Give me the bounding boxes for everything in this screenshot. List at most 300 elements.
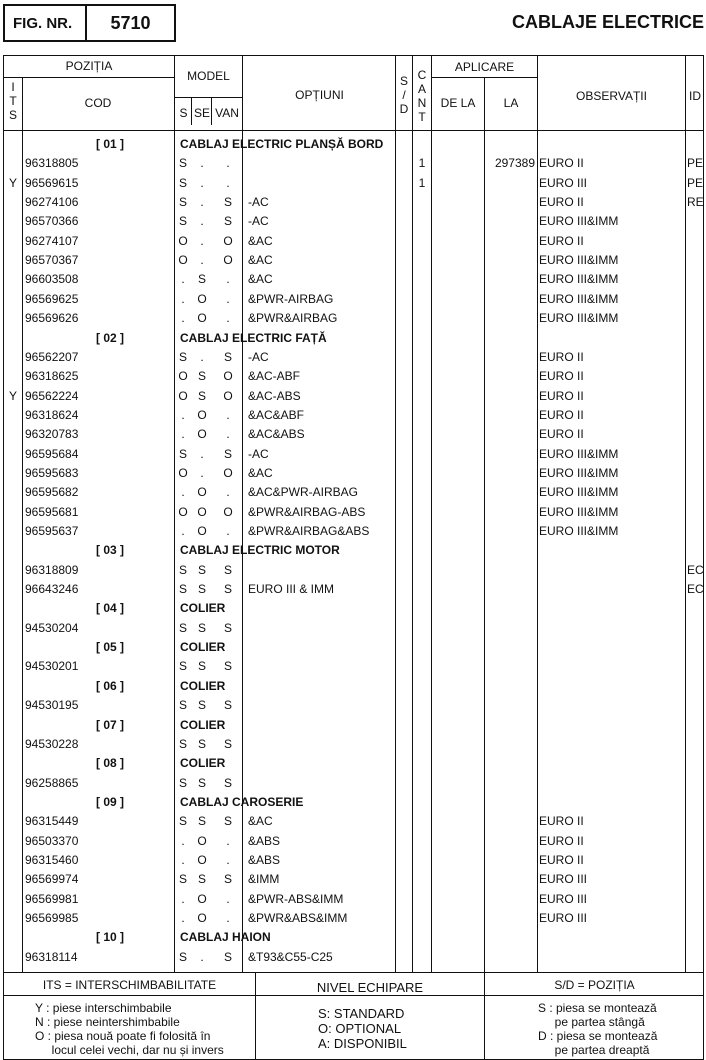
- optiuni-cell: [248, 735, 394, 754]
- model-se-cell: S: [197, 369, 206, 384]
- nivel-legend-line-2: O: OPTIONAL: [318, 1021, 402, 1036]
- id-cell: [687, 425, 705, 444]
- la-cell: [485, 561, 535, 580]
- its-cell: Y: [8, 175, 17, 190]
- id-cell: [687, 387, 705, 406]
- cant-cell: [413, 483, 431, 502]
- la-cell: [485, 464, 535, 483]
- observatii-cell: [539, 948, 684, 967]
- cod-cell: 96595684: [25, 446, 79, 461]
- optiuni-cell: &PWR-ABS&IMM: [248, 891, 344, 906]
- cod-cell: 96315449: [25, 814, 79, 829]
- table-row: [0, 251, 706, 270]
- la-cell: [485, 251, 535, 270]
- section-number: [ 09 ]: [95, 794, 124, 809]
- header-model-van: VAN: [215, 106, 239, 120]
- model-se-cell: .: [200, 175, 204, 190]
- section-header-row: [0, 638, 706, 657]
- table-row: [0, 464, 706, 483]
- observatii-cell: EURO III&IMM: [539, 214, 619, 229]
- id-cell: [687, 483, 705, 502]
- cod-cell: 94530195: [25, 698, 79, 713]
- id-cell: [687, 909, 705, 928]
- cant-cell: [413, 464, 431, 483]
- id-cell: [687, 870, 705, 889]
- la-cell: [485, 503, 535, 522]
- sd-legend-title: S/D = POZIȚIA: [554, 978, 635, 992]
- sd-legend-line-4: pe partea dreaptă: [538, 1043, 650, 1057]
- id-cell: [687, 270, 705, 289]
- cant-cell: [413, 870, 431, 889]
- cant-cell: [413, 290, 431, 309]
- model-s-cell: S: [178, 620, 187, 635]
- model-van-cell: S: [223, 736, 232, 751]
- model-van-cell: .: [226, 524, 230, 538]
- la-cell: 297389: [494, 156, 535, 171]
- section-title: CABLAJ ELECTRIC MOTOR: [180, 543, 340, 558]
- optiuni-cell: &PWR&AIRBAG&ABS: [248, 524, 370, 538]
- table-row: [0, 657, 706, 676]
- header-its-s: S: [8, 108, 17, 122]
- model-s-cell: S: [178, 814, 187, 829]
- table-row: [0, 522, 706, 541]
- table-row: [0, 580, 706, 599]
- its-cell: [4, 193, 22, 212]
- cant-cell: [413, 851, 431, 870]
- optiuni-cell: [248, 154, 394, 173]
- cant-cell: [413, 212, 431, 231]
- model-van-cell: .: [226, 272, 230, 287]
- observatii-cell: EURO II: [539, 814, 584, 829]
- optiuni-cell: &AC: [248, 465, 273, 480]
- la-cell: [485, 445, 535, 464]
- cant-cell: [413, 890, 431, 909]
- observatii-cell: EURO III&IMM: [539, 446, 619, 461]
- table-row: [0, 909, 706, 928]
- observatii-cell: EURO II: [539, 407, 584, 422]
- model-s-cell: .: [181, 524, 185, 538]
- model-s-cell: .: [181, 911, 185, 925]
- la-cell: [485, 406, 535, 425]
- la-cell: [485, 580, 535, 599]
- model-se-cell: O: [197, 524, 207, 538]
- model-s-cell: S: [178, 698, 187, 713]
- optiuni-cell: &AC: [248, 253, 273, 268]
- model-s-cell: .: [181, 291, 185, 306]
- model-se-cell: .: [200, 446, 204, 461]
- observatii-cell: EURO II: [539, 233, 584, 248]
- model-underline: [175, 97, 242, 98]
- id-cell: [687, 774, 705, 793]
- cod-cell: 96643246: [25, 582, 79, 597]
- model-van-cell: .: [226, 911, 230, 925]
- header-de-la: DE LA: [440, 96, 476, 110]
- id-cell: [687, 812, 705, 831]
- model-van-cell: S: [223, 698, 232, 713]
- model-s-cell: S: [178, 659, 187, 674]
- its-cell: [4, 348, 22, 367]
- id-cell: [687, 445, 705, 464]
- table-row: [0, 193, 706, 212]
- optiuni-cell: &AC: [248, 233, 273, 248]
- table-row: [0, 890, 706, 909]
- section-title: COLIER: [180, 640, 226, 655]
- id-cell: EC: [687, 562, 704, 577]
- cant-cell: [413, 832, 431, 851]
- aplicare-underline: [432, 77, 537, 78]
- la-cell: [485, 619, 535, 638]
- cant-cell: [413, 580, 431, 599]
- its-cell: [4, 406, 22, 425]
- its-cell: [4, 580, 22, 599]
- observatii-cell: [539, 696, 684, 715]
- observatii-cell: [539, 580, 684, 599]
- model-van-cell: .: [226, 407, 230, 422]
- id-cell: [687, 851, 705, 870]
- observatii-cell: [539, 657, 684, 676]
- cant-cell: [413, 193, 431, 212]
- cant-cell: [413, 561, 431, 580]
- id-cell: PE: [687, 156, 704, 171]
- la-cell: [485, 193, 535, 212]
- model-van-cell: O: [223, 388, 233, 403]
- cod-cell: 96503370: [25, 833, 79, 848]
- table-row: [0, 290, 706, 309]
- optiuni-cell: &ABS: [248, 852, 281, 867]
- header-its-t: T: [9, 94, 17, 108]
- model-s-cell: S: [178, 949, 187, 964]
- model-se-cell: .: [200, 156, 204, 171]
- its-cell: [4, 812, 22, 831]
- table-row: [0, 948, 706, 967]
- model-van-cell: O: [223, 465, 233, 480]
- observatii-cell: EURO III&IMM: [539, 524, 619, 538]
- model-s-cell: S: [178, 872, 187, 887]
- observatii-cell: [539, 619, 684, 638]
- its-cell: [4, 696, 22, 715]
- model-s-cell: .: [181, 427, 185, 442]
- section-header-row: [0, 135, 706, 154]
- cant-cell: [413, 774, 431, 793]
- optiuni-cell: -AC: [248, 195, 269, 210]
- section-title: COLIER: [180, 678, 226, 693]
- optiuni-cell: &PWR&ABS&IMM: [248, 911, 348, 925]
- table-row: [0, 232, 706, 251]
- section-title: COLIER: [180, 601, 226, 616]
- header-sd-slash: /: [402, 88, 406, 102]
- legend-title-rule: [4, 995, 703, 996]
- model-van-cell: S: [223, 775, 232, 790]
- cod-cell: 96258865: [25, 775, 79, 790]
- model-se-cell: S: [197, 388, 206, 403]
- header-observatii: OBSERVAȚII: [576, 89, 647, 103]
- cant-cell: [413, 309, 431, 328]
- cod-cell: 94530204: [25, 620, 79, 635]
- model-van-cell: S: [223, 872, 232, 887]
- table-row: [0, 851, 706, 870]
- cod-cell: 96595682: [25, 485, 79, 500]
- model-van-cell: O: [223, 504, 233, 519]
- model-se-cell: O: [197, 407, 207, 422]
- section-number: [ 07 ]: [95, 717, 124, 732]
- cod-cell: 96274106: [25, 195, 79, 210]
- cant-cell: [413, 251, 431, 270]
- id-cell: [687, 503, 705, 522]
- cod-cell: 96569985: [25, 911, 79, 925]
- optiuni-cell: &IMM: [248, 872, 280, 887]
- model-van-cell: S: [223, 949, 232, 964]
- model-s-cell: S: [178, 156, 187, 171]
- model-se-cell: S: [197, 659, 206, 674]
- id-cell: [687, 464, 705, 483]
- header-cant-t: T: [418, 110, 426, 124]
- header-model: MODEL: [187, 69, 230, 83]
- model-s-cell: S: [178, 562, 187, 577]
- cant-cell: [413, 406, 431, 425]
- model-se-cell: O: [197, 311, 207, 326]
- cant-cell: [413, 657, 431, 676]
- section-number: [ 08 ]: [95, 756, 124, 771]
- cod-cell: 96318625: [25, 369, 79, 384]
- cant-cell: [413, 425, 431, 444]
- header-aplicare: APLICARE: [454, 60, 515, 74]
- its-cell: [4, 251, 22, 270]
- model-s-cell: .: [181, 407, 185, 422]
- section-header-row: [0, 793, 706, 812]
- table-row: [0, 483, 706, 502]
- model-s-cell: O: [178, 388, 188, 403]
- cant-cell: [413, 445, 431, 464]
- cod-cell: 96318624: [25, 407, 79, 422]
- model-se-cell: S: [197, 272, 206, 287]
- pozitia-underline: [4, 77, 174, 78]
- model-van-cell: S: [223, 349, 232, 364]
- its-legend-title: ITS = INTERSCHIMBABILITATE: [42, 978, 217, 992]
- la-cell: [485, 948, 535, 967]
- model-s-cell: S: [178, 582, 187, 597]
- section-header-row: [0, 716, 706, 735]
- model-s-cell: .: [181, 311, 185, 326]
- cod-cell: 96569981: [25, 891, 79, 906]
- optiuni-cell: &AC&ABF: [248, 407, 305, 422]
- la-cell: [485, 870, 535, 889]
- section-header-row: [0, 928, 706, 947]
- optiuni-cell: &PWR&AIRBAG-ABS: [248, 504, 366, 519]
- its-cell: [4, 154, 22, 173]
- optiuni-cell: &PWR&AIRBAG: [248, 311, 338, 326]
- its-cell: [4, 851, 22, 870]
- la-cell: [485, 774, 535, 793]
- its-cell: [4, 832, 22, 851]
- model-van-cell: S: [223, 659, 232, 674]
- header-model-s: S: [179, 106, 188, 120]
- la-cell: [485, 174, 535, 193]
- id-cell: [687, 406, 705, 425]
- cod-cell: 96318114: [25, 949, 78, 964]
- la-cell: [485, 851, 535, 870]
- optiuni-cell: [248, 561, 394, 580]
- cod-cell: 96320783: [25, 427, 79, 442]
- id-cell: [687, 212, 705, 231]
- model-s-cell: S: [178, 195, 187, 210]
- page-title: CABLAJE ELECTRICE: [511, 12, 704, 32]
- its-legend-line-1: Y : piese interschimbabile: [35, 1001, 172, 1015]
- header-optiuni: OPȚIUNI: [295, 88, 344, 102]
- model-van-cell: O: [223, 253, 233, 268]
- cod-cell: 96318809: [25, 562, 79, 577]
- table-row: [0, 735, 706, 754]
- id-cell: [687, 251, 705, 270]
- la-cell: [485, 232, 535, 251]
- model-se-cell: .: [200, 349, 204, 364]
- section-number: [ 01 ]: [95, 137, 124, 151]
- section-header-row: [0, 599, 706, 618]
- observatii-cell: EURO III&IMM: [539, 253, 619, 268]
- observatii-cell: EURO II: [539, 195, 584, 210]
- model-se-cell: .: [200, 195, 204, 210]
- id-cell: PE: [687, 175, 704, 190]
- table-bottom-rule: [4, 972, 703, 973]
- nivel-legend-title: NIVEL ECHIPARE: [316, 980, 424, 995]
- observatii-cell: EURO II: [539, 156, 584, 171]
- la-cell: [485, 387, 535, 406]
- cod-cell: 96569974: [25, 872, 79, 887]
- model-se-cell: S: [197, 620, 206, 635]
- observatii-cell: [539, 735, 684, 754]
- id-cell: [687, 619, 705, 638]
- section-number: [ 10 ]: [95, 930, 124, 945]
- table-row: [0, 561, 706, 580]
- nivel-legend-line-3: A: DISPONIBIL: [318, 1036, 407, 1051]
- observatii-cell: EURO III: [539, 872, 588, 887]
- header-bottom-rule: [4, 130, 703, 131]
- model-s-cell: S: [178, 736, 187, 751]
- id-cell: [687, 348, 705, 367]
- model-s-cell: O: [178, 253, 188, 268]
- model-s-cell: O: [178, 233, 188, 248]
- optiuni-cell: [248, 619, 394, 638]
- table-row: [0, 870, 706, 889]
- model-van-cell: .: [226, 427, 230, 442]
- la-cell: [485, 483, 535, 502]
- model-s-cell: S: [178, 775, 187, 790]
- model-van-cell: O: [223, 233, 233, 248]
- cant-cell: [413, 619, 431, 638]
- header-sd-s: S: [399, 74, 408, 88]
- header-id: ID: [689, 89, 701, 103]
- model-s-cell: O: [178, 369, 188, 384]
- observatii-cell: [539, 774, 684, 793]
- table-row: [0, 832, 706, 851]
- section-title: CABLAJ HAION: [180, 930, 271, 945]
- cant-cell: [413, 270, 431, 289]
- model-se-cell: O: [197, 485, 207, 500]
- model-se-cell: .: [200, 233, 204, 248]
- its-legend-line-3: O : piesa nouă poate fi folosită în: [35, 1029, 211, 1043]
- table-row: [0, 212, 706, 231]
- model-van-cell: S: [223, 446, 232, 461]
- model-se-cell: O: [197, 852, 207, 867]
- observatii-cell: EURO II: [539, 427, 584, 442]
- its-cell: [4, 870, 22, 889]
- model-se-cell: .: [200, 949, 204, 964]
- nivel-legend-line-1: S: STANDARD: [318, 1006, 405, 1021]
- cod-cell: 94530228: [25, 736, 79, 751]
- cant-cell: [413, 503, 431, 522]
- model-se-cell: .: [200, 253, 204, 268]
- cant-cell: [413, 812, 431, 831]
- model-se-cell: O: [197, 891, 207, 906]
- cod-cell: 96318805: [25, 156, 79, 171]
- its-cell: [4, 270, 22, 289]
- id-cell: [687, 890, 705, 909]
- section-number: [ 06 ]: [95, 678, 124, 693]
- optiuni-cell: EURO III & IMM: [248, 582, 335, 597]
- model-van-cell: .: [226, 891, 230, 906]
- table-row: [0, 812, 706, 831]
- cant-cell: [413, 232, 431, 251]
- cant-cell: [413, 735, 431, 754]
- observatii-cell: EURO III: [539, 175, 588, 190]
- its-cell: [4, 890, 22, 909]
- model-van-cell: .: [226, 485, 230, 500]
- observatii-cell: [539, 561, 684, 580]
- model-s-cell: S: [178, 446, 187, 461]
- section-title: CABLAJ ELECTRIC FAȚĂ: [180, 330, 327, 345]
- table-row: [0, 309, 706, 328]
- cod-cell: 96603508: [25, 272, 79, 287]
- la-cell: [485, 812, 535, 831]
- la-cell: [485, 696, 535, 715]
- section-header-row: [0, 677, 706, 696]
- its-cell: [4, 232, 22, 251]
- cod-cell: 96570367: [25, 253, 79, 268]
- section-title: CABLAJ ELECTRIC PLANȘĂ BORD: [180, 137, 384, 151]
- la-cell: [485, 832, 535, 851]
- id-cell: [687, 290, 705, 309]
- optiuni-cell: [248, 696, 394, 715]
- cant-cell: 1: [418, 156, 426, 171]
- table-row: [0, 154, 706, 173]
- figure-label: FIG. NR.: [13, 15, 73, 32]
- header-cant-c: C: [417, 68, 427, 82]
- table-row: [0, 774, 706, 793]
- section-header-row: [0, 754, 706, 773]
- optiuni-cell: &T93&C55-C25: [248, 949, 333, 964]
- id-cell: RE: [687, 195, 704, 210]
- its-cell: [4, 483, 22, 502]
- optiuni-cell: &AC: [248, 272, 273, 287]
- section-header-row: [0, 329, 706, 348]
- cod-cell: 96569625: [25, 291, 79, 306]
- cod-cell: 96595637: [25, 524, 79, 538]
- optiuni-cell: &PWR-AIRBAG: [248, 291, 334, 306]
- its-cell: [4, 464, 22, 483]
- observatii-cell: EURO II: [539, 833, 584, 848]
- cant-cell: 1: [418, 175, 426, 190]
- model-s-cell: S: [178, 214, 187, 229]
- cod-cell: 96562207: [25, 349, 79, 364]
- header-sd-d: D: [399, 102, 409, 116]
- la-cell: [485, 367, 535, 386]
- section-number: [ 05 ]: [95, 640, 124, 655]
- cant-cell: [413, 367, 431, 386]
- header-cant-a: A: [417, 82, 426, 96]
- cod-cell: 96595683: [25, 465, 79, 480]
- sd-legend-line-1: S : piesa se montează: [538, 1001, 657, 1015]
- id-cell: [687, 735, 705, 754]
- model-van-cell: S: [223, 562, 232, 577]
